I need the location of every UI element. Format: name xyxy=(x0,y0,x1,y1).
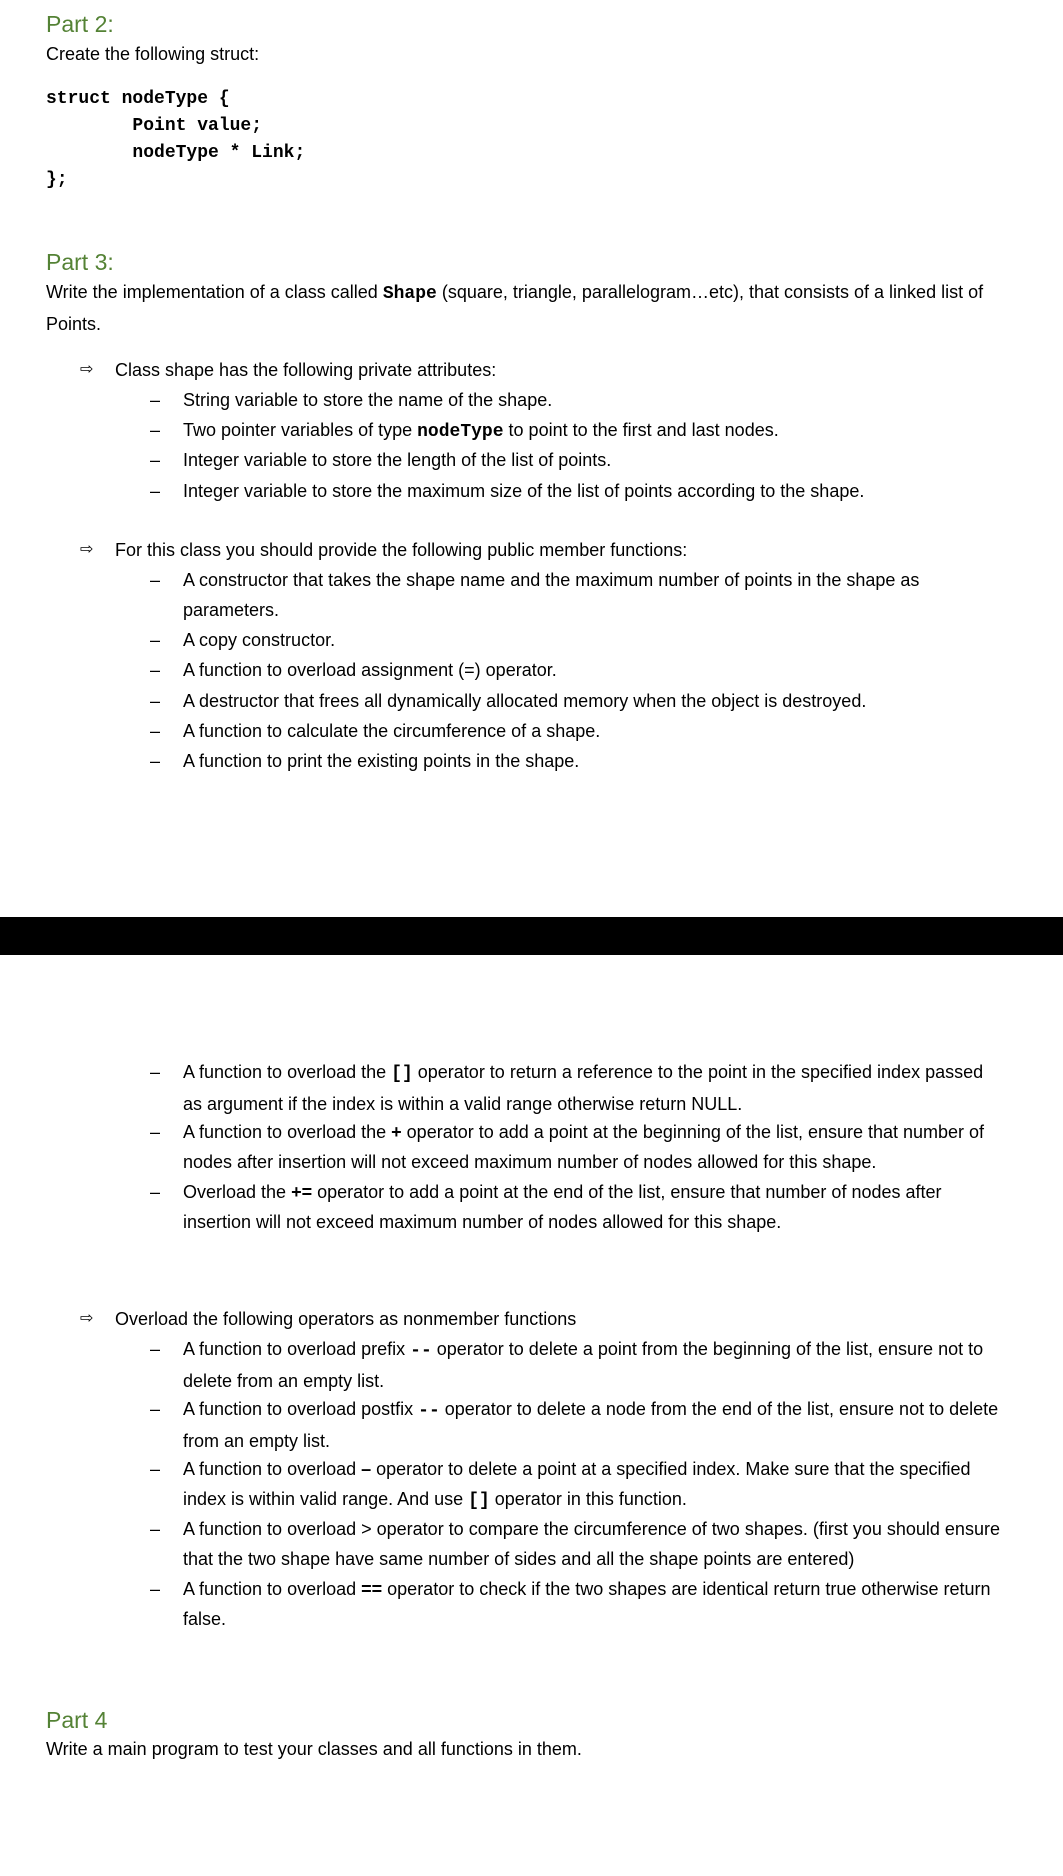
intro-text: (square, triangle, parallelogram…etc), that consists of a linked list of Points. xyxy=(46,282,984,334)
dash-bullet-icon: – xyxy=(150,1182,161,1202)
item-text xyxy=(183,1454,983,1516)
inline-code: [] xyxy=(391,1064,413,1084)
item-text-part: operator to add a point at the beginning of the list, ensure that number of nodes after insertion will not exceed maximum number of nodes allowed for this shape. xyxy=(183,1122,985,1172)
item-text-part: A function to overload xyxy=(183,1519,362,1539)
item-text-part: A function to overload xyxy=(183,1459,362,1479)
item-text-part: operator to compare the circumference of two shapes. (first you should ensure that the two shape have same number of sides and all the shape points are entered) xyxy=(183,1519,1000,1569)
item-text: Integer variable to store the length of the list of points. xyxy=(183,450,612,470)
arrow-bullet-icon: ⇨ xyxy=(80,1310,94,1327)
inline-code: -- xyxy=(410,1341,432,1361)
dash-bullet-icon: – xyxy=(150,630,161,650)
dash-bullet-icon: – xyxy=(150,751,161,771)
bullet-text: Overload the following operators as nonmember functions xyxy=(115,1309,577,1329)
dash-bullet-icon: – xyxy=(150,1519,161,1539)
dash-bullet-icon: – xyxy=(150,721,161,741)
item-text: String variable to store the name of the shape. xyxy=(183,390,553,410)
item-text xyxy=(183,1574,1003,1634)
item-text xyxy=(183,1394,1003,1456)
item-text-part: operator to delete a point from the beginning of the list, ensure not to delete from an empty list. xyxy=(183,1339,984,1391)
item-text: A copy constructor. xyxy=(183,630,336,650)
part3-heading: Part 3: xyxy=(46,249,114,275)
item-text-part: A function to overload the xyxy=(183,1062,392,1082)
item-text: A function to print the existing points in the shape. xyxy=(183,751,580,771)
item-text: A function to overload assignment (=) operator. xyxy=(183,660,557,680)
item-text xyxy=(183,1334,1003,1396)
dash-bullet-icon: – xyxy=(150,660,161,680)
item-text-part: operator to delete a point at a specified index. Make sure that the specified index is within valid range. And use xyxy=(183,1459,971,1509)
dash-bullet-icon: – xyxy=(150,450,161,470)
inline-operator: == xyxy=(361,1579,383,1599)
dash-bullet-icon: – xyxy=(150,1062,161,1082)
bullet-text: Class shape has the following private attributes: xyxy=(115,360,497,380)
struct-code-block xyxy=(46,86,305,194)
inline-code: -- xyxy=(418,1401,440,1421)
item-text xyxy=(183,415,1023,447)
dash-bullet-icon: – xyxy=(150,691,161,711)
inline-operator: – xyxy=(361,1459,372,1479)
item-text-part: operator to delete a node from the end of the list, ensure not to delete from an empty list. xyxy=(183,1399,999,1451)
page-break-bar xyxy=(0,917,1063,955)
part2-heading: Part 2: xyxy=(46,11,114,37)
dash-bullet-icon: – xyxy=(150,390,161,410)
item-text xyxy=(183,1057,1003,1119)
code-line: nodeType * Link; xyxy=(46,143,306,163)
part3-intro xyxy=(46,277,1006,339)
dash-bullet-icon: – xyxy=(150,420,161,440)
dash-bullet-icon: – xyxy=(150,1399,161,1419)
code-line: }; xyxy=(46,170,68,190)
item-text-part: operator to add a point at the end of the list, ensure that number of nodes after insertion will not exceed maximum number of nodes allowed for this shape. xyxy=(183,1182,942,1232)
item-text: A constructor that takes the shape name and the maximum number of points in the shape as parameters. xyxy=(183,570,920,620)
item-text xyxy=(183,1117,1023,1177)
inline-operator: + xyxy=(391,1122,402,1142)
class-name-code: Shape xyxy=(382,284,437,304)
item-text xyxy=(183,1514,1003,1574)
inline-operator: > xyxy=(361,1519,372,1539)
part2-intro: Create the following struct: xyxy=(46,44,260,64)
part4-text: Write a main program to test your classes and all functions in them. xyxy=(46,1739,582,1759)
item-text-part: A function to overload xyxy=(183,1579,362,1599)
code-line: struct nodeType { xyxy=(46,89,230,109)
code-line: Point value; xyxy=(46,116,263,136)
item-text xyxy=(183,1177,1003,1237)
item-text-part: A function to overload the xyxy=(183,1122,392,1142)
arrow-bullet-icon: ⇨ xyxy=(80,361,94,378)
dash-bullet-icon: – xyxy=(150,1122,161,1142)
inline-code: [] xyxy=(468,1491,490,1511)
item-text-part: operator to return a reference to the point in the specified index passed as argument if the index is within a valid range otherwise return NULL. xyxy=(183,1062,984,1114)
inline-code: nodeType xyxy=(417,422,504,442)
item-text: A destructor that frees all dynamically allocated memory when the object is destroyed. xyxy=(183,691,867,711)
item-text-part: Two pointer variables of type xyxy=(183,420,418,440)
item-text-part: Overload the xyxy=(183,1182,292,1202)
item-text-part: operator in this function. xyxy=(489,1489,687,1509)
item-text-part: to point to the first and last nodes. xyxy=(503,420,779,440)
item-text-part: A function to overload postfix xyxy=(183,1399,419,1419)
dash-bullet-icon: – xyxy=(150,1579,161,1599)
item-text-part: operator to check if the two shapes are identical return true otherwise return false. xyxy=(183,1579,991,1629)
inline-operator: += xyxy=(291,1182,313,1202)
item-text: A function to calculate the circumference of a shape. xyxy=(183,721,601,741)
item-text: Integer variable to store the maximum size of the list of points according to the shape. xyxy=(183,481,865,501)
part4-heading: Part 4 xyxy=(46,1707,108,1733)
arrow-bullet-icon: ⇨ xyxy=(80,541,94,558)
dash-bullet-icon: – xyxy=(150,1459,161,1479)
dash-bullet-icon: – xyxy=(150,570,161,590)
dash-bullet-icon: – xyxy=(150,481,161,501)
bullet-text: For this class you should provide the following public member functions: xyxy=(115,540,688,560)
intro-text: Write the implementation of a class called xyxy=(46,282,383,302)
dash-bullet-icon: – xyxy=(150,1339,161,1359)
item-text-part: A function to overload prefix xyxy=(183,1339,411,1359)
